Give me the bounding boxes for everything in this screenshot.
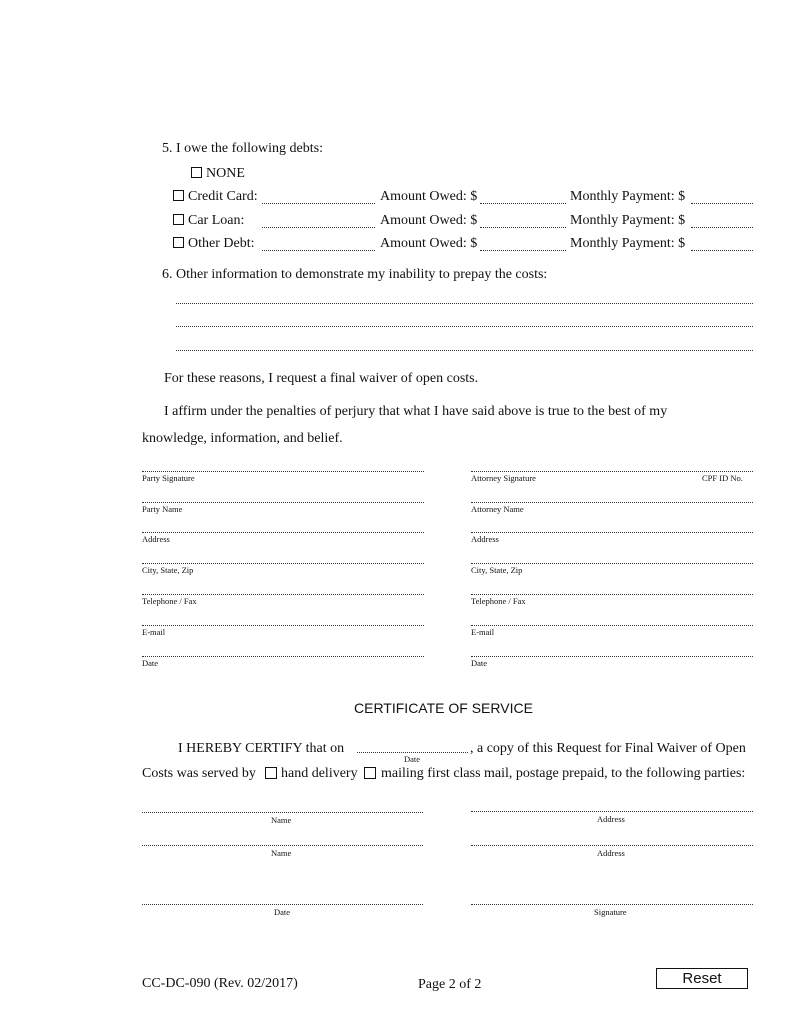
- party-field-label-5: Telephone / Fax: [142, 596, 197, 606]
- other-debt-amount-input[interactable]: [480, 250, 566, 251]
- hand-delivery-checkbox[interactable]: [265, 767, 277, 779]
- form-id: CC-DC-090 (Rev. 02/2017): [142, 976, 298, 991]
- attorney-field-label-4: City, State, Zip: [471, 565, 523, 575]
- other-info-line-3[interactable]: [176, 350, 753, 351]
- car-loan-label: Car Loan:: [188, 213, 245, 228]
- attorney-field-line-1[interactable]: [471, 471, 753, 472]
- party-field-line-6[interactable]: [142, 625, 424, 626]
- credit-card-amount-input[interactable]: [480, 203, 566, 204]
- attorney-field-label-1: Attorney Signature: [471, 473, 536, 483]
- other-debt-input[interactable]: [262, 250, 375, 251]
- reset-button[interactable]: Reset: [656, 968, 748, 989]
- service-address-caption-2: Address: [597, 848, 625, 858]
- party-field-line-4[interactable]: [142, 563, 424, 564]
- service-signature-line[interactable]: [471, 904, 753, 905]
- party-field-label-1: Party Signature: [142, 473, 195, 483]
- attorney-field-label-7: Date: [471, 658, 488, 668]
- other-info-line-1[interactable]: [176, 303, 753, 304]
- attorney-field-label-5: Telephone / Fax: [471, 596, 526, 606]
- hand-delivery-label: hand delivery: [281, 766, 358, 781]
- car-loan-option[interactable]: [173, 213, 244, 229]
- none-label: NONE: [206, 166, 245, 181]
- request-statement: For these reasons, I request a final waiver of open costs.: [164, 371, 479, 386]
- car-loan-monthly-label: Monthly Payment: $: [570, 213, 686, 228]
- credit-card-option[interactable]: [173, 189, 258, 205]
- party-field-line-5[interactable]: [142, 594, 424, 595]
- other-debt-monthly-label: Monthly Payment: $: [570, 236, 686, 251]
- service-address-line-2[interactable]: [471, 845, 753, 846]
- car-loan-amount-label: Amount Owed: $: [380, 213, 478, 228]
- page-number: Page 2 of 2: [418, 977, 482, 992]
- party-field-line-2[interactable]: [142, 502, 424, 503]
- other-debt-checkbox[interactable]: [173, 237, 184, 248]
- service-date-line[interactable]: [142, 904, 423, 905]
- credit-card-amount-label: Amount Owed: $: [380, 189, 478, 204]
- car-loan-input[interactable]: [262, 227, 375, 228]
- car-loan-monthly-input[interactable]: [691, 227, 753, 228]
- attorney-field-line-3[interactable]: [471, 532, 753, 533]
- certificate-title: CERTIFICATE OF SERVICE: [354, 700, 533, 716]
- car-loan-checkbox[interactable]: [173, 214, 184, 225]
- credit-card-label: Credit Card:: [188, 189, 258, 204]
- debt-none-option[interactable]: [191, 166, 245, 182]
- mailing-label: mailing first class mail, postage prepaid, to the following parties:: [381, 766, 746, 781]
- certify-line-end: , a copy of this Request for Final Waiver of Open: [470, 741, 746, 756]
- party-field-label-4: City, State, Zip: [142, 565, 194, 575]
- other-debt-label: Other Debt:: [188, 236, 255, 251]
- car-loan-amount-input[interactable]: [480, 227, 566, 228]
- attorney-field-line-4[interactable]: [471, 563, 753, 564]
- service-name-caption-2: Name: [271, 848, 292, 858]
- mailing-checkbox[interactable]: [364, 767, 376, 779]
- other-debt-monthly-input[interactable]: [691, 250, 753, 251]
- service-address-caption-1: Address: [597, 814, 625, 824]
- debts-heading: 5. I owe the following debts:: [162, 141, 323, 156]
- service-date-input[interactable]: [357, 752, 468, 753]
- party-field-line-1[interactable]: [142, 471, 424, 472]
- affirmation-line-1: I affirm under the penalties of perjury that what I have said above is true to the best of my: [164, 404, 668, 419]
- credit-card-monthly-label: Monthly Payment: $: [570, 189, 686, 204]
- attorney-field-line-5[interactable]: [471, 594, 753, 595]
- attorney-field-label-6: E-mail: [471, 627, 495, 637]
- credit-card-monthly-input[interactable]: [691, 203, 753, 204]
- service-name-line-1[interactable]: [142, 812, 423, 813]
- attorney-field-label-3: Address: [471, 534, 499, 544]
- other-info-line-2[interactable]: [176, 326, 753, 327]
- attorney-field-line-7[interactable]: [471, 656, 753, 657]
- other-debt-amount-label: Amount Owed: $: [380, 236, 478, 251]
- cpf-id-label: CPF ID No.: [702, 473, 743, 483]
- service-name-caption-1: Name: [271, 815, 292, 825]
- none-checkbox[interactable]: [191, 167, 202, 178]
- service-signature-label: Signature: [594, 907, 627, 917]
- service-name-line-2[interactable]: [142, 845, 423, 846]
- served-by-label: Costs was served by: [142, 766, 256, 781]
- credit-card-input[interactable]: [262, 203, 375, 204]
- party-field-label-7: Date: [142, 658, 159, 668]
- affirmation-line-2: knowledge, information, and belief.: [142, 431, 343, 446]
- other-info-heading: 6. Other information to demonstrate my inability to prepay the costs:: [162, 267, 548, 282]
- attorney-field-line-2[interactable]: [471, 502, 753, 503]
- party-field-line-7[interactable]: [142, 656, 424, 657]
- attorney-field-label-2: Attorney Name: [471, 504, 524, 514]
- certify-line-start: I HEREBY CERTIFY that on: [178, 741, 345, 756]
- credit-card-checkbox[interactable]: [173, 190, 184, 201]
- party-field-label-2: Party Name: [142, 504, 183, 514]
- other-debt-option[interactable]: [173, 236, 254, 252]
- party-field-line-3[interactable]: [142, 532, 424, 533]
- service-date-label: Date: [274, 907, 291, 917]
- service-address-line-1[interactable]: [471, 811, 753, 812]
- attorney-field-line-6[interactable]: [471, 625, 753, 626]
- party-field-label-6: E-mail: [142, 627, 166, 637]
- service-date-caption: Date: [404, 754, 421, 764]
- party-field-label-3: Address: [142, 534, 170, 544]
